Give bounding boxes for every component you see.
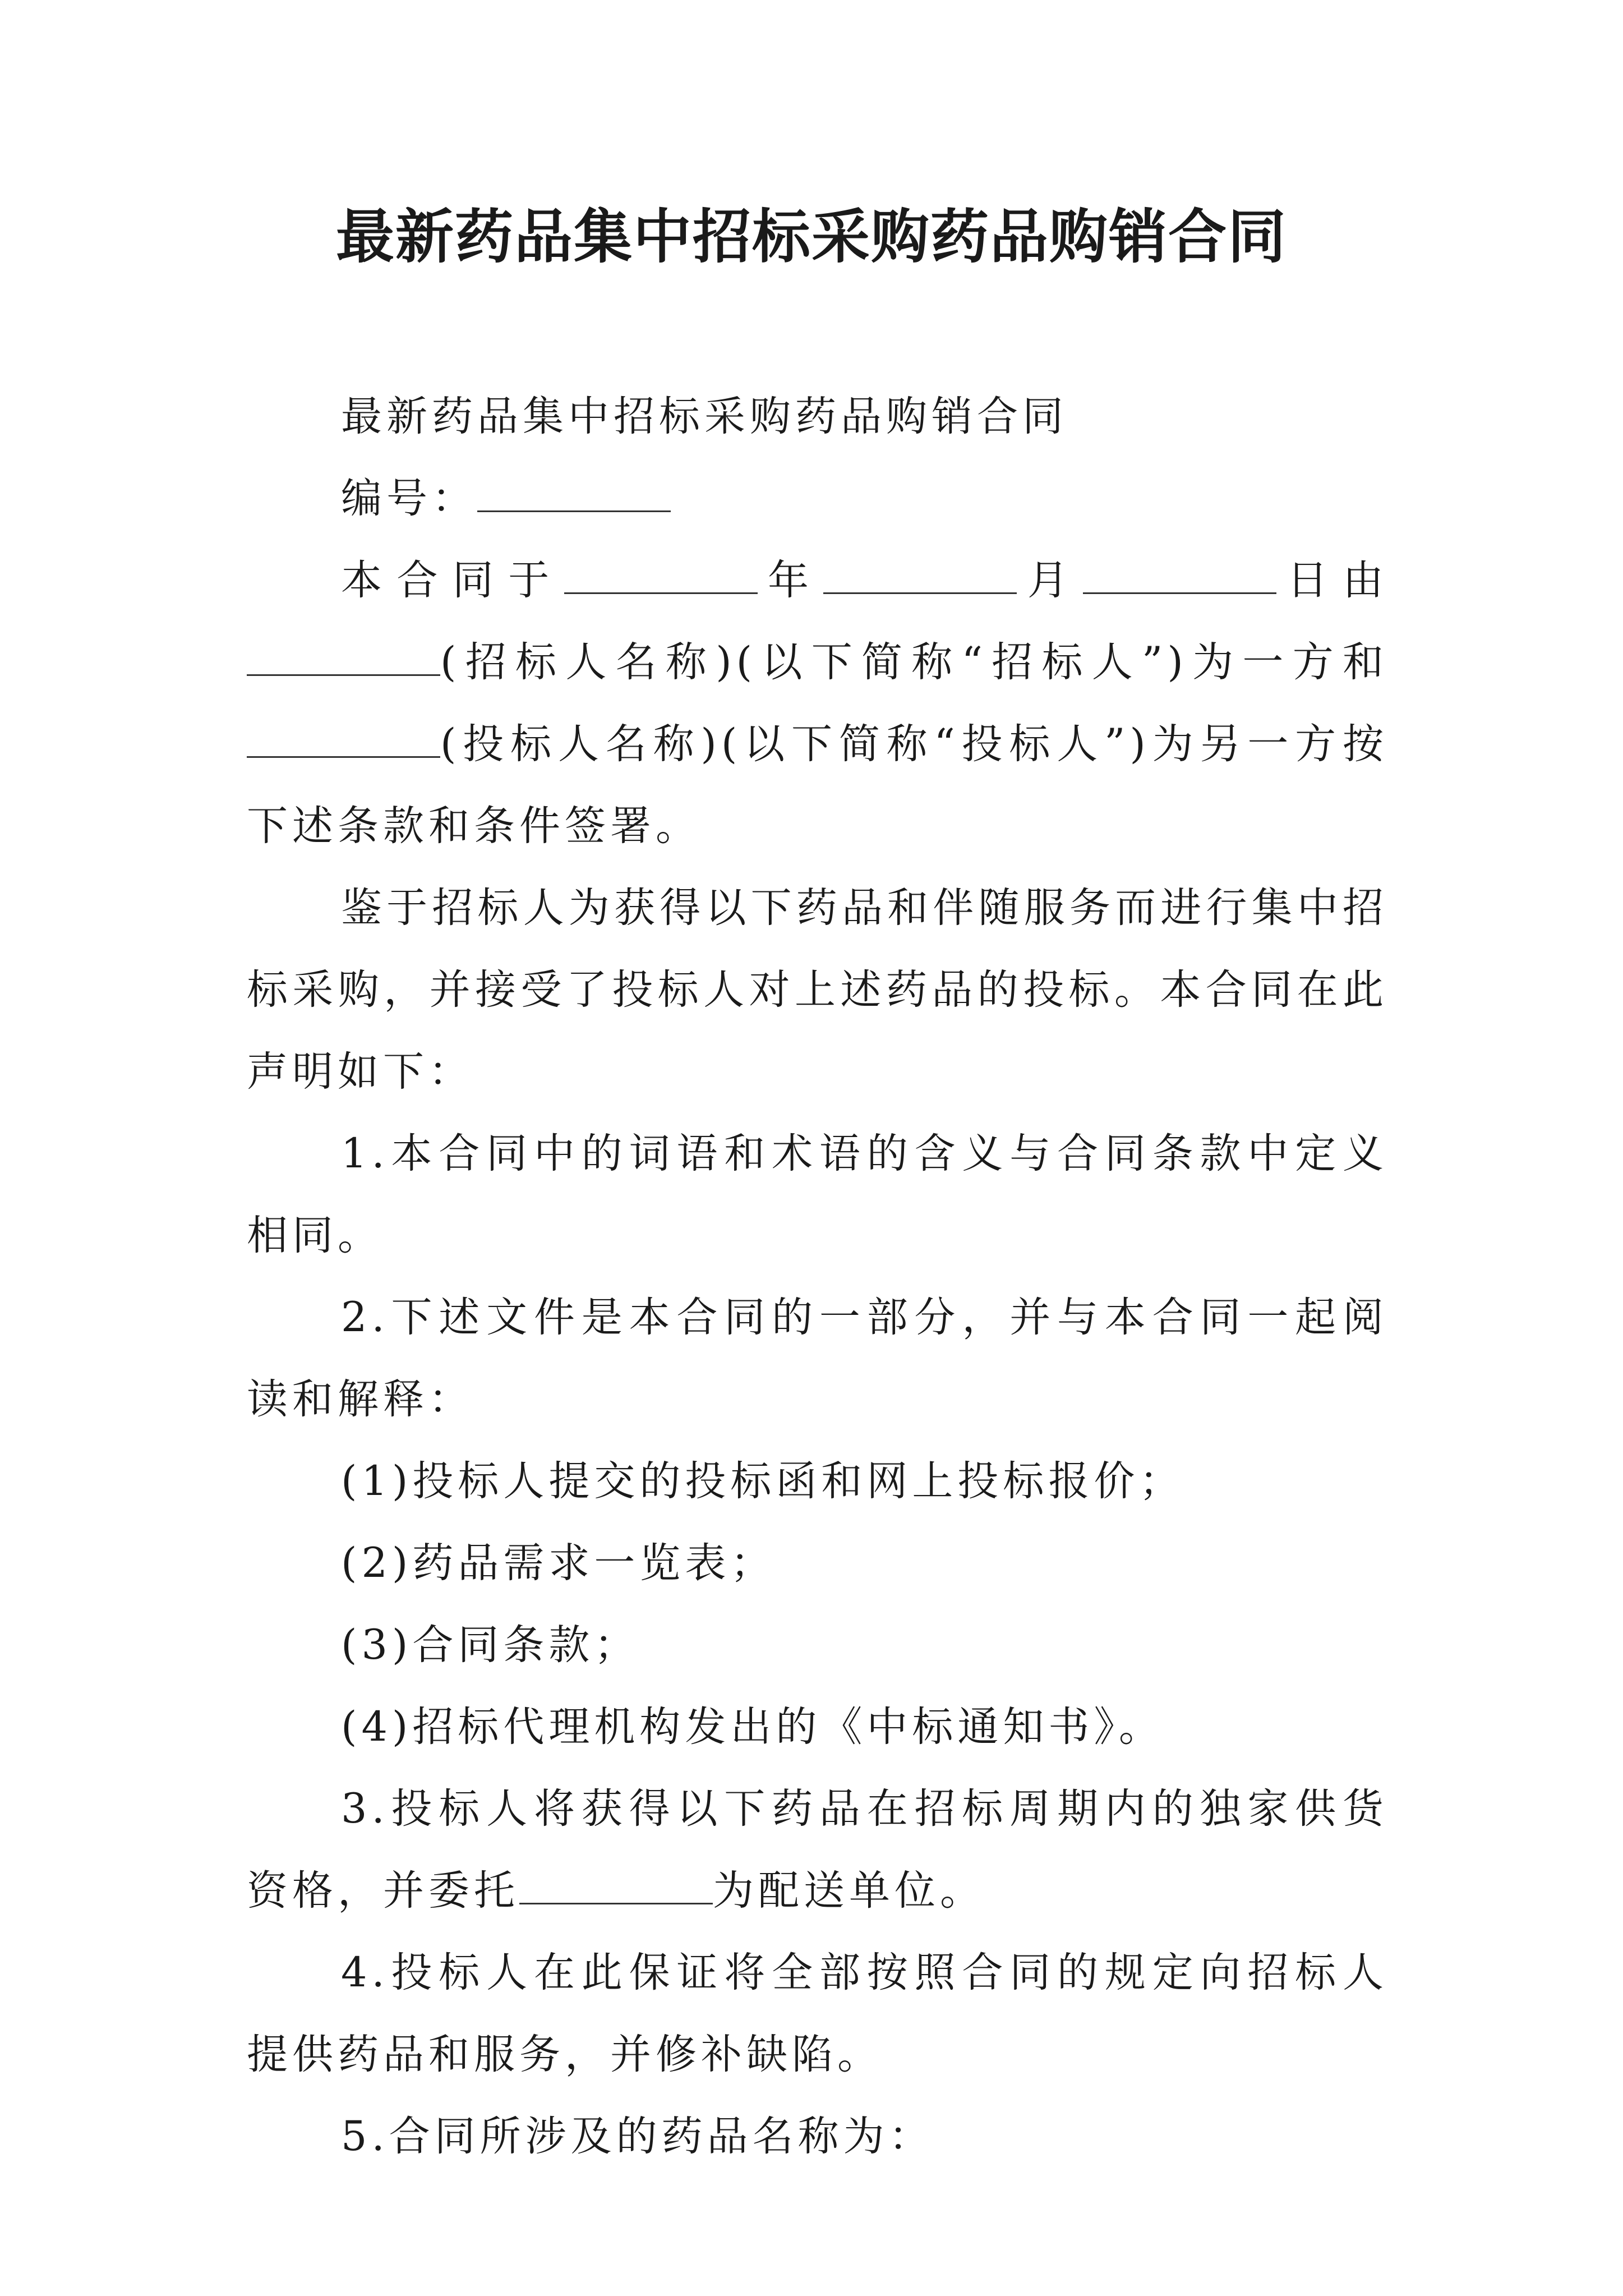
intro-paragraph (247, 540, 1388, 867)
bidder-clause: (投标人名称)(以下简称“投标人”)为另一方按下述条款和条件签署。 (247, 720, 1388, 850)
list-item-2: (2)药品需求一览表； (341, 1539, 776, 1587)
month-blank (823, 549, 1017, 594)
contract-number-label: 编号： (341, 475, 477, 522)
day-label: 日由 (1276, 556, 1389, 604)
clause-5: 5.合同所涉及的药品名称为： (341, 2113, 934, 2160)
list-item-3: (3)合同条款； (341, 1621, 640, 1669)
whereas-paragraph: 鉴于招标人为获得以下药品和伴随服务而进行集中招标采购，并接受了投标人对上述药品的投标。本合同在此声明如下： (247, 884, 1388, 1096)
year-blank (564, 549, 758, 594)
delivery-unit-blank (519, 1859, 713, 1904)
contract-number-line (247, 458, 1388, 540)
day-blank (1083, 549, 1276, 594)
bidder-name-blank (247, 712, 440, 758)
year-label: 年 (757, 556, 824, 604)
document-subtitle: 最新药品集中招标采购药品购销合同 (341, 393, 1068, 440)
clause-3 (247, 1768, 1388, 1932)
list-item-4: (4)招标代理机构发出的《中标通知书》。 (341, 1703, 1164, 1751)
tenderer-name-blank (247, 631, 440, 676)
month-label: 月 (1017, 556, 1083, 604)
clause-2: 2.下述文件是本合同的一部分，并与本合同一起阅读和解释： (247, 1294, 1388, 1423)
tenderer-clause: (招标人名称)(以下简称“招标人”)为一方和 (440, 638, 1388, 686)
contract-number-blank (477, 467, 671, 512)
list-item-1: (1)投标人提交的投标函和网上投标报价； (341, 1457, 1185, 1505)
clause-3-start: 3.投标人将获得以下药品在招标周期内的独家供货资格，并委托 (247, 1785, 1388, 1915)
clause-1: 1.本合同中的词语和术语的含义与合同条款中定义相同。 (247, 1130, 1388, 1259)
document-body (247, 376, 1388, 2178)
clause-3-end: 为配送单位。 (713, 1867, 985, 1915)
clause-4: 4.投标人在此保证将全部按照合同的规定向招标人提供药品和服务，并修补缺陷。 (247, 1949, 1388, 2078)
document-title: 最新药品集中招标采购药品购销合同 (335, 203, 1287, 271)
intro-start: 本合同于 (341, 556, 564, 604)
